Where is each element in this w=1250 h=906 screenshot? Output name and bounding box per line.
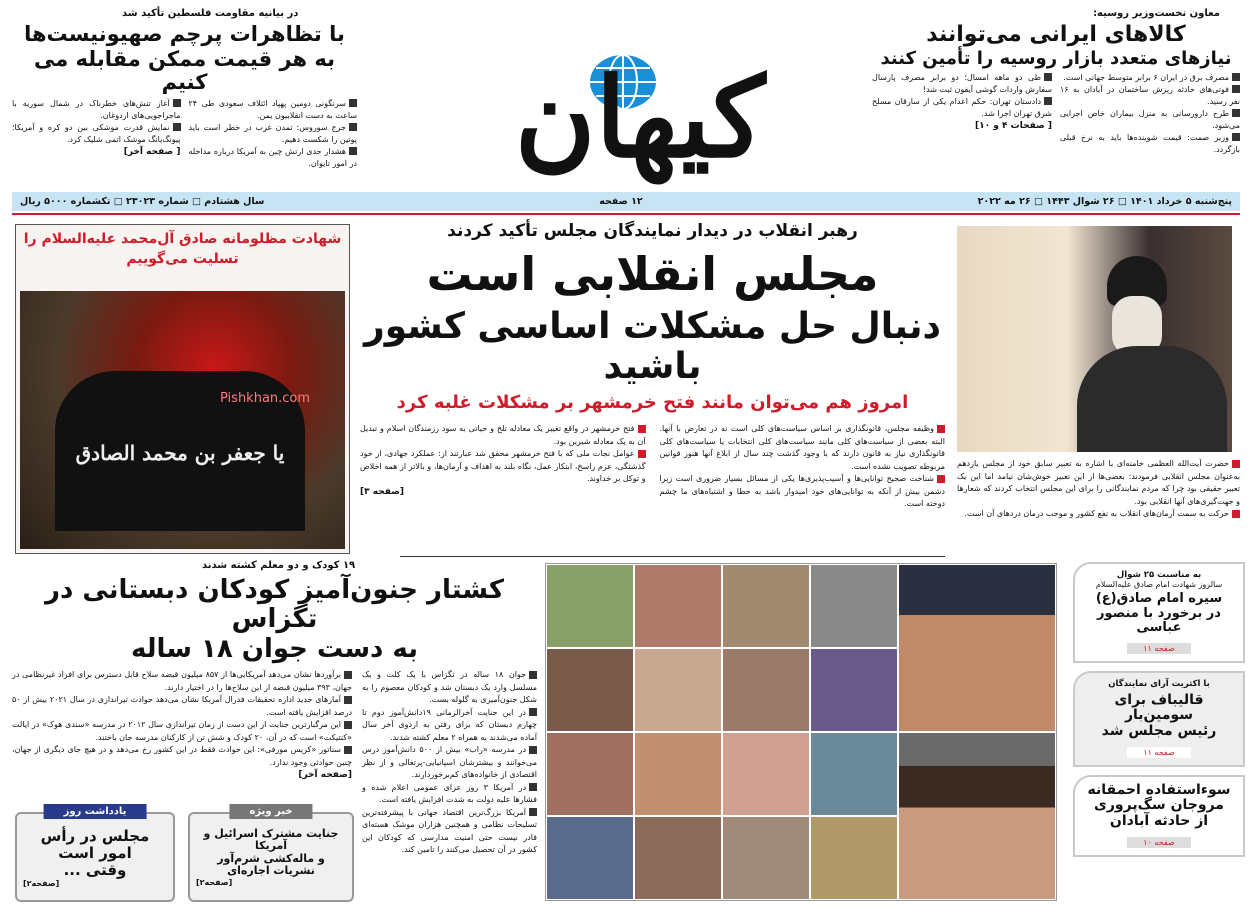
page-ref: [صفحه۲]: [23, 879, 60, 889]
bullet-item: شناخت صحیح توانایی‌ها و آسیب‌پذیری‌ها یکی از مسائل بسیار ضروری است زیرا دشمن بیش از آنکه به توانایی‌های خود امیدوار باشد به خطا و اشتباه‌های ما چشم دوخته است.: [660, 473, 946, 511]
sidebar-item[interactable]: [1073, 775, 1245, 857]
headline-line: در برخورد با منصور عباسی: [1097, 605, 1221, 636]
bullet-item: در این جنایت آخرالزمانی ۱۹دانش‌آموز دوم تا چهارم دبستان که برای رفتن به اردوی آخر سال آماده می‌شدند به همراه ۲ معلم کشته شدند.: [362, 707, 537, 745]
masthead-logo: [450, 10, 830, 188]
bullets: [1060, 72, 1240, 156]
page-count: ۱۲ صفحه: [599, 196, 643, 207]
bullet-item: حرکت به سمت آرمان‌های انقلاب به نفع کشور و موجب درمان دردهای آن است.: [957, 508, 1240, 521]
bullets: [660, 423, 946, 511]
bullet-item: طی دو ماهه امسال؛ دو برابر مصرف پارسال سفارش واردات گوشی آیفون ثبت شد!: [872, 72, 1052, 94]
headline-line: نیازهای متعدد بازار روسیه را تأمین کنند: [880, 47, 1232, 69]
watermark: Pishkhan.com: [220, 391, 311, 406]
page-ref: [صفحه ۳]: [360, 486, 404, 497]
divider: [400, 556, 945, 557]
headline-line: رئیس مجلس شد: [1101, 722, 1217, 739]
ad-title: شهادت مظلومانه صادق آل‌محمد علیه‌السلام را: [23, 231, 342, 247]
sidebar-item[interactable]: [1073, 671, 1245, 767]
bullet-item: در آمریکا ۳ روز عزای عمومی اعلام شده و فشارها علیه دولت به شدت افزایش یافته است.: [362, 782, 537, 807]
bullet-item: آمریکا بزرگ‌ترین اقتصاد جهانی با پیشرفته‌ترین تسلیحات نظامی و همچنین هزاران موشک هسته‌ای قادر نیست حتی امنیت مدارسی که کودکان این کشور در آن تحصیل می‌کنند را تامین کند.: [362, 807, 537, 857]
sidebar: [1073, 562, 1245, 857]
kicker: در بیانیه مقاومت فلسطین تأکید شد: [122, 8, 299, 19]
bullet-item: وزیر صمت: قیمت شوینده‌ها باید به نرخ قبلی بازگردد.: [1060, 132, 1240, 154]
leader-photo: [957, 226, 1232, 452]
page-ref: صفحه ۱۱: [1127, 643, 1190, 654]
bullet-item: در مدرسه «راب» بیش از ۵۰۰ دانش‌آموز درس می‌خوانند و بیشترشان اسپانیایی-پرتغالی و از نظر اقتصادی از خانواده‌های کم‌برخوردارند.: [362, 744, 537, 782]
bullet-item: فتح خرمشهر در واقع تغییر یک معادله تلخ و حیاتی به سود رزمندگان اسلام و تبدیل آن به یک معادله شیرین بود.: [360, 423, 646, 448]
headline-line: و ماله‌کشی شرم‌آور: [217, 851, 325, 865]
right-top-story: [872, 8, 1240, 156]
ad-title: تسلیت می‌گوییم: [126, 251, 239, 267]
bullet-item: این مرگبارترین جنایت از این دست از زمان تیراندازی سال ۲۰۱۲ در مدرسه «سندی هوک» در ایالت «کنتیکت» است که در آن، ۲۰ کودک و شش تن از کارکنان مدرسه جان باختند.: [12, 719, 352, 744]
sidebar-item[interactable]: [1073, 562, 1245, 663]
headline-line: دنبال حل مشکلات اساسی کشور باشید: [364, 305, 941, 387]
bullet-item: مصرف برق در ایران ۶ برابر متوسط جهانی است.: [1060, 72, 1240, 84]
issue-date: پنج‌شنبه ۵ خرداد ۱۴۰۱ □ ۲۶ شوال ۱۴۴۳ □ ۲۶ مه ۲۰۲۲: [977, 196, 1232, 207]
page-ref: صفحه ۱۱: [1127, 747, 1190, 758]
bullets: [360, 423, 646, 511]
bullet-item: حضرت آیت‌الله العظمی خامنه‌ای با اشاره به تعبیر سابق خود از مجلس یازدهم به‌عنوان مجلس انقلابی فرمودند: بعضی‌ها از این تعبیر خوش‌شان نیامد اما این یک تعبیر حقیقی بود چرا که مردم نمایندگانی را برای این مجلس انتخاب کردند که شعارها و جهت‌گیری‌های آنها انقلابی بود.: [957, 458, 1240, 508]
headline-line: وقتی ...: [63, 860, 127, 879]
calligraphy: یا جعفر بن محمد الصادق: [75, 441, 285, 465]
date-bar: [12, 192, 1240, 211]
bullets: [12, 98, 181, 170]
headline-line: کشتار جنون‌آمیز کودکان دبستانی در تگزاس: [45, 575, 504, 635]
bullet-item: دادستان تهران: حکم اعدام یکی از سارقان مسلح شرق تهران اجرا شد.: [872, 96, 1052, 118]
bullet-item: سناتور «کریس مورفی»: این حوادث فقط در این کشور رخ می‌دهد و در هیچ جای دیگری از جهان، چنین حوادثی وجود ندارد.: [12, 744, 352, 769]
headline-line: کالاهای ایرانی می‌توانند: [926, 22, 1186, 47]
headline-line: مروجان سگ‌پروری: [1094, 797, 1224, 814]
kicker: ۱۹ کودک و دو معلم کشته شدند: [202, 560, 356, 571]
bullet-item: نمایش قدرت موشکی بین دو کره و آمریکا؛ پیونگ‌یانگ موشک اتمی شلیک کرد.: [12, 122, 181, 144]
bullet-item: فوتی‌های حادثه ریزش ساختمان در آبادان به ۱۶ نفر رسید.: [1060, 84, 1240, 106]
bullet-item: جرج سوروس: تمدن غرب در خطر است باید پوتین را شکست دهیم.: [188, 122, 357, 144]
ad-image: [20, 291, 345, 549]
headline-line: با تظاهرات پرچم صهیونیست‌ها: [24, 22, 345, 46]
teacher-photo: [898, 732, 1056, 900]
condolence-ad: [15, 224, 350, 554]
headline-line: سیره امام صادق(ع): [1095, 591, 1223, 606]
bullets: [957, 458, 1240, 521]
lead-story: [360, 222, 945, 511]
bullet-item: برآوردها نشان می‌دهد آمریکایی‌ها از ۸۵۷ میلیون قبضه سلاح قابل دسترس برای افراد غیرنظامی در جهان، ۳۹۳ میلیون قبضه از این سلاح‌ها را در اختیار دارند.: [12, 669, 352, 694]
issue-number: سال هشتادم □ شماره ۲۳۰۲۳ □ تکشماره ۵۰۰۰ ریال: [20, 196, 265, 207]
special-news-box[interactable]: [188, 806, 354, 902]
tag: خبر ویژه: [229, 804, 312, 819]
tag: یادداشت روز: [44, 804, 147, 819]
bullet-item: عوامل نجات ملی که با فتح خرمشهر محقق شد عبارتند از: عملکرد جهادی، از خود گذشتگی، عزم راسخ، ابتکار عمل، نگاه بلند به اهداف و آرمان‌ها، و بالاتر از همه اخلاص و توکل بر خداوند.: [360, 448, 646, 486]
headline-line: قالیباف برای سومین‌بار: [1114, 691, 1204, 724]
bullet-item: سرنگونی دومین پهپاد ائتلاف سعودی طی ۲۴ ساعت به دست انقلابیون یمن.: [188, 98, 357, 120]
left-top-story: [12, 8, 357, 170]
headline-line: به دست جوان ۱۸ ساله: [131, 634, 418, 665]
headline-line: نشریات اجاره‌ای: [227, 863, 315, 877]
headline-line: از حادثه آبادان: [1109, 813, 1209, 829]
subhead: امروز هم می‌توان مانند فتح خرمشهر بر مشکلات غلبه کرد: [396, 392, 909, 414]
kicker: سالروز شهادت امام صادق علیه‌السلام: [1095, 580, 1223, 589]
headline-line: جنایت مشترک اسرائیل و آمریکا: [203, 827, 339, 853]
page-ref: [ صفحات ۴ و ۱۰]: [975, 120, 1052, 131]
headline-line: مجلس در رأس امور است: [40, 827, 150, 862]
bullet-item: آمارهای جدید اداره تحقیقات فدرال آمریکا نشان می‌دهد حوادث تیراندازی در سال ۲۰۲۱ بیش از ۵۰ درصد افزایش یافته است.: [12, 694, 352, 719]
page-ref: [صفحه۲]: [196, 878, 233, 888]
page-ref: [ صفحه آخر]: [123, 146, 181, 157]
bullet-item: هشدار جدی ارتش چین به آمریکا درباره مداخله در امور تایوان.: [188, 146, 357, 168]
logo-text: کیهان: [514, 53, 766, 182]
kicker: به مناسبت ۲۵ شوال: [1116, 570, 1202, 580]
kicker: معاون نخست‌وزیر روسیه:: [1093, 8, 1220, 19]
teacher-photo: [898, 564, 1056, 732]
bullets: [189, 98, 358, 170]
bullet-item: آغاز تنش‌های خطرناک در شمال سوریه با ماجراجویی‌های اردوغان.: [12, 98, 181, 120]
headline-line: به هر قیمت ممکن مقابله می کنیم: [33, 46, 336, 95]
kicker: با اکثریت آرای نمایندگان: [1108, 678, 1210, 689]
kicker: رهبر انقلاب در دیدار نمایندگان مجلس تأکید کردند: [447, 221, 858, 241]
bullet-item: طرح دارورسانی به منزل بیماران خاص اجرایی می‌شود.: [1060, 108, 1240, 130]
headline-line: مجلس انقلابی است: [426, 247, 879, 302]
page-ref: [صفحه آخر]: [298, 770, 352, 781]
divider: [12, 213, 1240, 215]
editorial-box[interactable]: [15, 806, 175, 902]
victims-photo-grid: [545, 563, 1057, 901]
bullets: [872, 72, 1052, 156]
headline-line: سوءاستفاده احمقانه: [1087, 781, 1231, 798]
bullet-item: وظیفه مجلس، قانونگذاری بر اساس سیاست‌های کلی است نه در تعارض با آنها. البته بعضی از سیاست‌های کلی مانند سیاست‌های کلی انتخابات یا سیاست‌های کلی قانونگذاری نیاز به قانون دارند که با وجود گذشت چند سال از ابلاغ آنها هنوز قوانین مربوطه تصویب نشده است.: [660, 423, 946, 473]
page-ref: صفحه ۱۰: [1127, 837, 1190, 848]
bullets: [362, 669, 537, 857]
bullet-item: جوان ۱۸ ساله در تگزاس با یک کلت و یک مسلسل وارد یک دبستان شد و کودکان معصوم را به شکل جنون‌آمیزی به گلوله بست.: [362, 669, 537, 707]
